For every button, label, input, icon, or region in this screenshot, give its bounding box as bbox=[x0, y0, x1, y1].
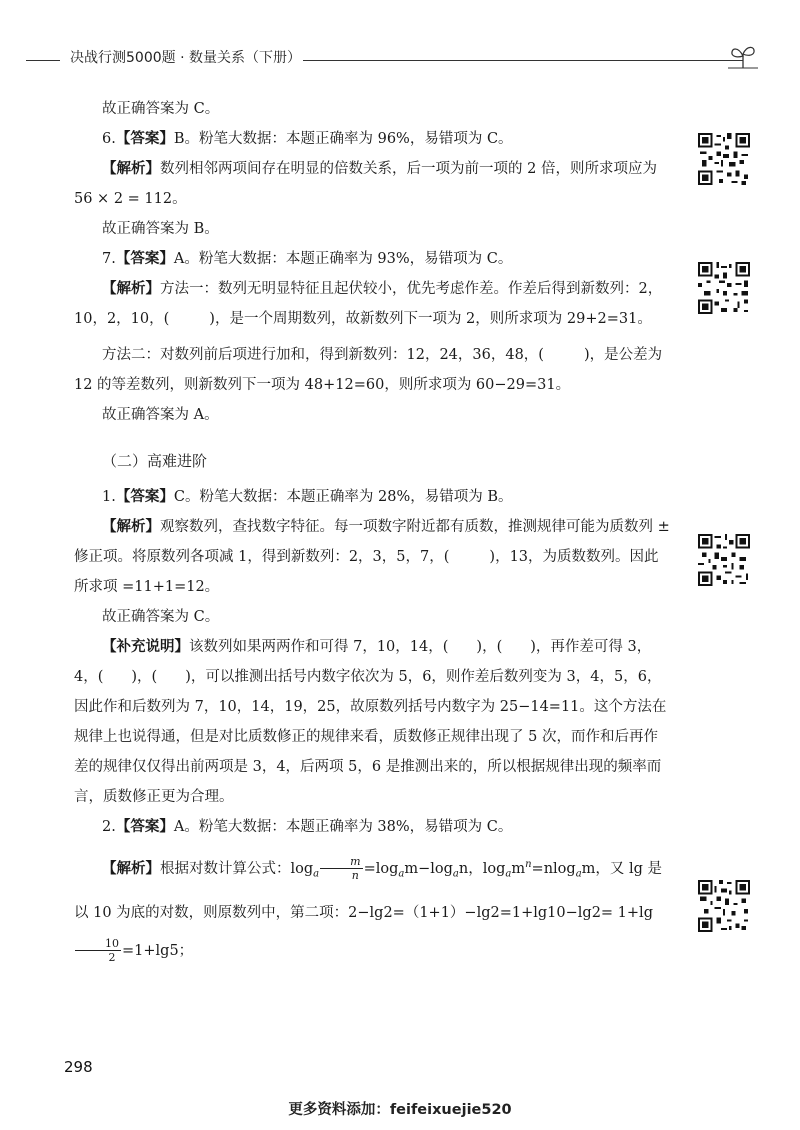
q7-method1-b: )，是一个周期数列，故新数列下一项为 2，则所求项为 29+2=31。 bbox=[209, 311, 652, 327]
formula-part: =1+lg5； bbox=[122, 942, 194, 959]
sprout-icon bbox=[728, 44, 758, 70]
qr-code-icon bbox=[698, 880, 750, 932]
running-header bbox=[0, 44, 800, 78]
formula-part: m−log bbox=[404, 860, 453, 877]
qr-code-icon bbox=[698, 534, 750, 586]
formula-subscript: a bbox=[313, 868, 320, 880]
qr-code-icon bbox=[698, 262, 750, 314]
header-title: 决战行测5000题 · 数量关系（下册） bbox=[70, 50, 301, 66]
formula-subscript: a bbox=[452, 868, 459, 880]
supplement-part: )，再作差可得 3，4，( bbox=[74, 639, 652, 685]
formula-part: =nlog bbox=[531, 860, 576, 877]
formula-subscript: a bbox=[398, 868, 405, 880]
formula-part: n，log bbox=[458, 860, 506, 877]
qr-code-icon bbox=[698, 133, 750, 185]
s2q1-answer: C。粉笔大数据：本题正确率为 28%，易错项为 B。 bbox=[173, 489, 513, 505]
q7-method2-b: )，是公差为 12 的等差数列，则新数列下一项为 48+12=60，则所求项为 60−29=31。 bbox=[74, 347, 663, 393]
formula-subscript: a bbox=[575, 868, 582, 880]
formula-subscript: a bbox=[505, 868, 512, 880]
header-rule-right bbox=[303, 60, 743, 61]
fraction-numerator: 10 bbox=[75, 937, 121, 951]
fraction-10-over-2 bbox=[75, 937, 121, 964]
formula-superscript: n bbox=[525, 859, 532, 870]
q7-answer: A。粉笔大数据：本题正确率为 93%，易错项为 C。 bbox=[173, 251, 513, 267]
header-rule-left bbox=[26, 60, 60, 61]
s2q1-answer-line bbox=[74, 482, 672, 512]
answer-tag: 【答案】 bbox=[115, 131, 174, 147]
page-number: 298 bbox=[64, 1058, 93, 1076]
q7-method1 bbox=[74, 274, 672, 334]
conclusion-q7: 故正确答案为 A。 bbox=[102, 407, 219, 423]
q6-analysis-text: 数列相邻两项间存在明显的倍数关系，后一项为前一项的 2 倍，则所求项应为 56 × 2 = 112。 bbox=[74, 161, 657, 207]
q7-method2 bbox=[74, 340, 672, 400]
footer-note: 更多资料添加：feifeixuejie520 bbox=[288, 1102, 512, 1118]
formula-part: =log bbox=[363, 860, 399, 877]
q6-analysis bbox=[74, 154, 672, 214]
conclusion-q5: 故正确答案为 C。 bbox=[102, 101, 220, 117]
s2q2-analysis bbox=[74, 846, 672, 970]
supplement-part: )，可以推测出括号内数字依次为 5，6，则作差后数列变为 3，4，5，6，因此作和后数列为 7，10，14，19，25，故原数列括号内数字为 25−14=11。这个方法在规律上也说得通，但是对比质数修正的规律来看，质数修正规律出现了 5 次，而作和后再作差的规律仅仅得出前两项是 3，4，后两项 5，6 是推测出来的，所以根据规律出现的频率而言，质数修正更为合理。 bbox=[74, 669, 667, 805]
analysis-tag: 【解析】 bbox=[102, 161, 160, 177]
q7-answer-line bbox=[74, 244, 672, 274]
q7-method2-a: 方法二：对数列前后项进行加和，得到新数列：12，24，36，48，( bbox=[102, 347, 544, 363]
formula-part: m bbox=[511, 860, 526, 877]
q6-answer-line bbox=[74, 124, 672, 154]
formula-part: m，又 lg 是以 10 为底的对数，则原数列中，第二项：2−lg2=（1+1）−lg2=1+lg10−lg2= 1+lg bbox=[74, 860, 663, 921]
s2q1-analysis-b: )，13，为质数数列。因此所求项 =11+1=12。 bbox=[74, 549, 659, 595]
supplement-tag: 【补充说明】 bbox=[102, 639, 189, 655]
conclusion-q6: 故正确答案为 B。 bbox=[102, 221, 219, 237]
answer-tag: 【答案】 bbox=[115, 819, 174, 835]
q7-method1-a: 方法一：数列无明显特征且起伏较小，优先考虑作差。作差后得到新数列：2，10，2，10，( bbox=[74, 281, 663, 327]
answer-tag: 【答案】 bbox=[115, 489, 174, 505]
s2q2-answer: A。粉笔大数据：本题正确率为 38%，易错项为 C。 bbox=[173, 819, 513, 835]
fraction-m-over-n bbox=[320, 855, 362, 882]
conclusion-s2q1: 故正确答案为 C。 bbox=[102, 609, 220, 625]
s2q1-analysis-a: 观察数列，查找数字特征。每一项数字附近都有质数，推测规律可能为质数列 ± 修正项。将原数列各项减 1，得到新数列：2，3，5，7，( bbox=[74, 519, 670, 565]
supplement-part: )，( bbox=[131, 669, 158, 685]
analysis-tag: 【解析】 bbox=[102, 519, 160, 535]
s2q2-answer-line bbox=[74, 812, 672, 842]
analysis-tag: 【解析】 bbox=[102, 860, 160, 877]
formula-part: 根据对数计算公式：log bbox=[160, 860, 314, 877]
q7-number: 7. bbox=[102, 251, 116, 267]
fraction-denominator: n bbox=[351, 869, 359, 883]
fraction-numerator: m bbox=[320, 855, 362, 869]
page-body bbox=[74, 94, 672, 970]
fraction-denominator: 2 bbox=[108, 951, 116, 965]
section-title: （二）高难进阶 bbox=[102, 452, 208, 470]
supplement-part: 该数列如果两两作和可得 7，10，14，( bbox=[189, 639, 449, 655]
supplement-part: )，( bbox=[476, 639, 503, 655]
q6-answer: B。粉笔大数据：本题正确率为 96%，易错项为 C。 bbox=[173, 131, 513, 147]
analysis-tag: 【解析】 bbox=[102, 281, 160, 297]
s2q2-number: 2. bbox=[102, 819, 116, 835]
q6-number: 6. bbox=[102, 131, 116, 147]
s2q1-analysis bbox=[74, 512, 672, 602]
answer-tag: 【答案】 bbox=[115, 251, 174, 267]
supplement bbox=[74, 632, 672, 812]
s2q1-number: 1. bbox=[102, 489, 116, 505]
